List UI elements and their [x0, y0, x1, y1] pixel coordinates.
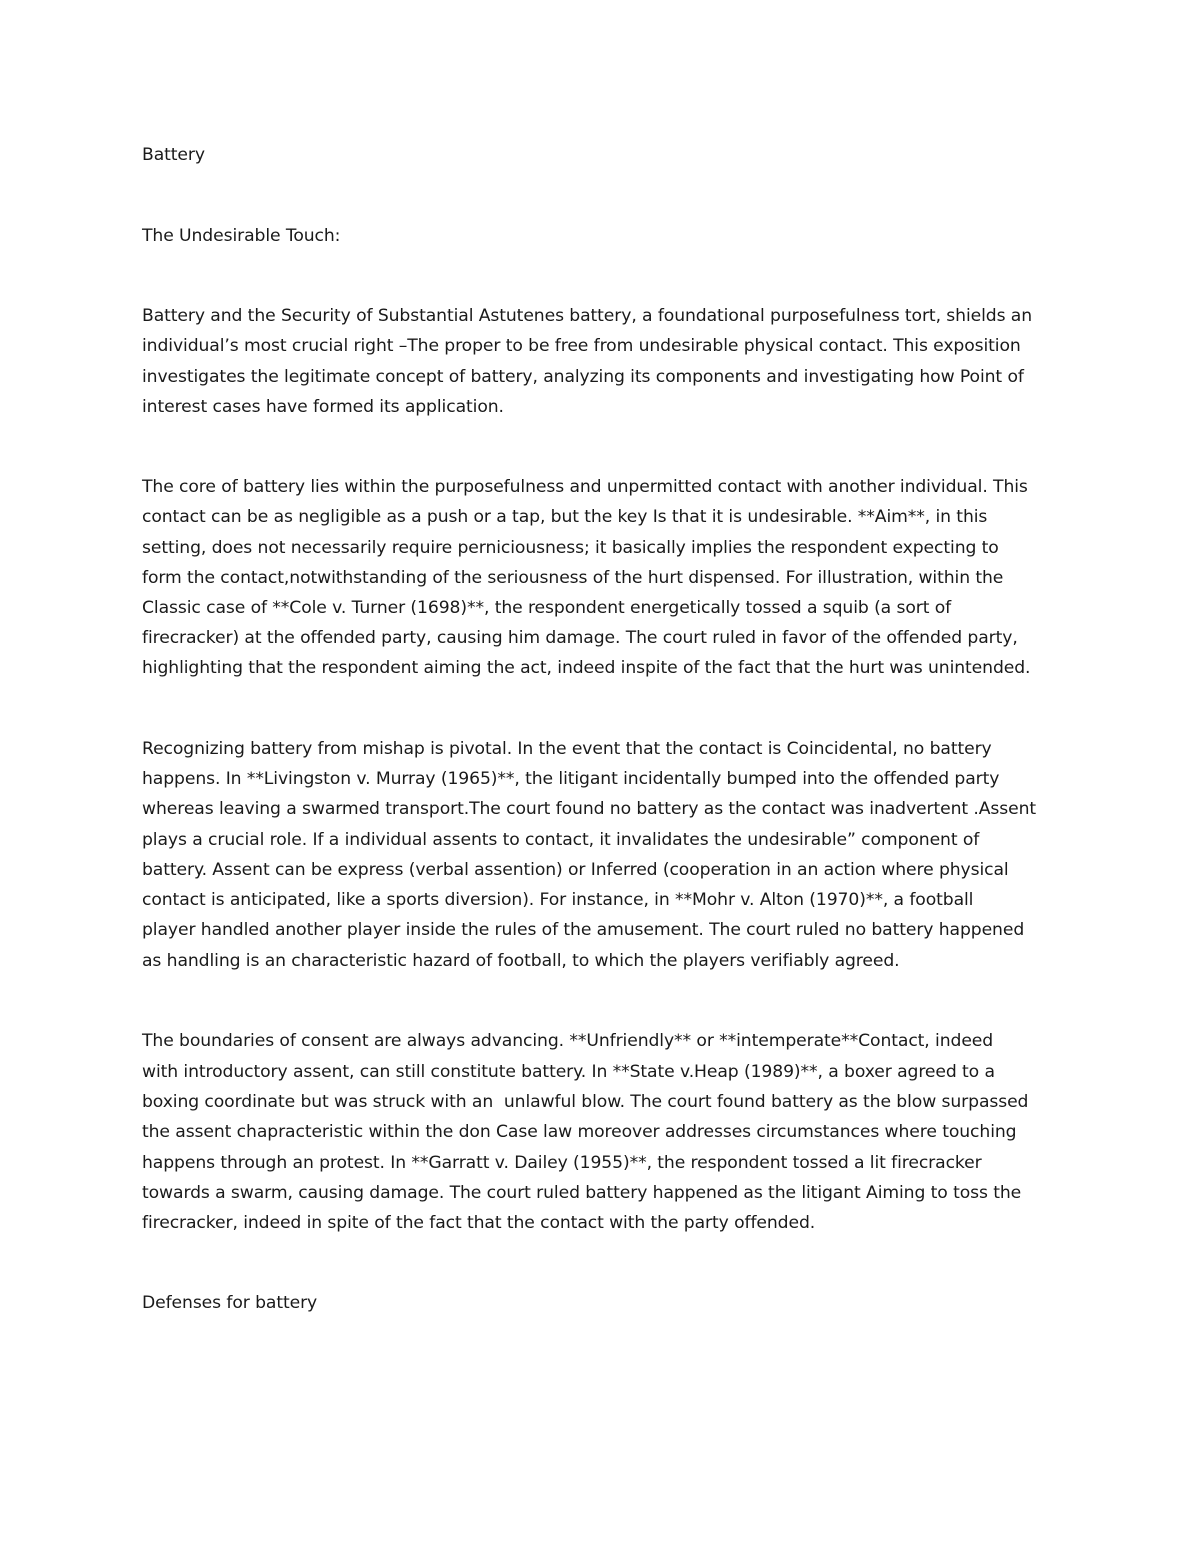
- paragraph-2-line-3: setting, does not necessarily require perniciousness; it basically implies the respondent expecting to: [142, 538, 999, 558]
- paragraph-1-line-4: interest cases have formed its application.: [142, 397, 504, 417]
- paragraph-4-line-1: The boundaries of consent are always advancing. **Unfriendly** or **intemperate**Contact, indeed: [142, 1031, 994, 1051]
- closing-heading: Defenses for battery: [142, 1293, 318, 1313]
- paragraph-3-line-1: Recognizing battery from mishap is pivotal. In the event that the contact is Coincidental, no battery: [142, 739, 992, 759]
- paragraph-3-line-5: battery. Assent can be express (verbal assention) or Inferred (cooperation in an action where physical: [142, 860, 1009, 880]
- paragraph-4-line-5: happens through an protest. In **Garratt v. Dailey (1955)**, the respondent tossed a lit firecracker: [142, 1153, 982, 1173]
- paragraph-4-line-3: boxing coordinate but was struck with an unlawful blow. The court found battery as the blow surpassed: [142, 1092, 1029, 1112]
- paragraph-3-line-3: whereas leaving a swarmed transport.The court found no battery as the contact was inadvertent .Assent: [142, 799, 1037, 819]
- paragraph-3-line-2: happens. In **Livingston v. Murray (1965)**, the litigant incidentally bumped into the offended party: [142, 769, 1000, 789]
- paragraph-1-line-1: Battery and the Security of Substantial Astutenes battery, a foundational purposefulness tort, shields an: [142, 306, 1033, 326]
- paragraph-4-line-6: towards a swarm, causing damage. The court ruled battery happened as the litigant Aiming to toss the: [142, 1183, 1022, 1203]
- paragraph-1-line-3: investigates the legitimate concept of battery, analyzing its components and investigating how Point of: [142, 367, 1024, 387]
- document-subtitle: The Undesirable Touch:: [142, 226, 341, 246]
- paragraph-4-line-4: the assent chapracteristic within the don Case law moreover addresses circumstances where touching: [142, 1122, 1017, 1142]
- paragraph-3-line-8: as handling is an characteristic hazard of football, to which the players verifiably agreed.: [142, 951, 900, 971]
- paragraph-2-line-7: highlighting that the respondent aiming the act, indeed inspite of the fact that the hurt was unintended.: [142, 658, 1031, 678]
- paragraph-2-line-2: contact can be as negligible as a push or a tap, but the key Is that it is undesirable. **Aim**, in this: [142, 507, 988, 527]
- paragraph-4-line-7: firecracker, indeed in spite of the fact that the contact with the party offended.: [142, 1213, 816, 1233]
- paragraph-3-line-4: plays a crucial role. If a individual assents to contact, it invalidates the undesirable” component of: [142, 830, 980, 850]
- paragraph-3-line-6: contact is anticipated, like a sports diversion). For instance, in **Mohr v. Alton (1970)**, a football: [142, 890, 974, 910]
- paragraph-3-line-7: player handled another player inside the rules of the amusement. The court ruled no battery happened: [142, 920, 1025, 940]
- paragraph-4-line-2: with introductory assent, can still constitute battery. In **State v.Heap (1989)**, a boxer agreed to a: [142, 1062, 995, 1082]
- paragraph-2-line-6: firecracker) at the offended party, causing him damage. The court ruled in favor of the offended party,: [142, 628, 1018, 648]
- paragraph-2-line-4: form the contact,notwithstanding of the seriousness of the hurt dispensed. For illustration, within the: [142, 568, 1004, 588]
- paragraph-1-line-2: individual’s most crucial right –The proper to be free from undesirable physical contact. This exposition: [142, 336, 1021, 356]
- document-title: Battery: [142, 145, 205, 165]
- paragraph-2-line-5: Classic case of **Cole v. Turner (1698)**, the respondent energetically tossed a squib (a sort of: [142, 598, 952, 618]
- paragraph-2-line-1: The core of battery lies within the purposefulness and unpermitted contact with another individual. This: [142, 477, 1028, 497]
